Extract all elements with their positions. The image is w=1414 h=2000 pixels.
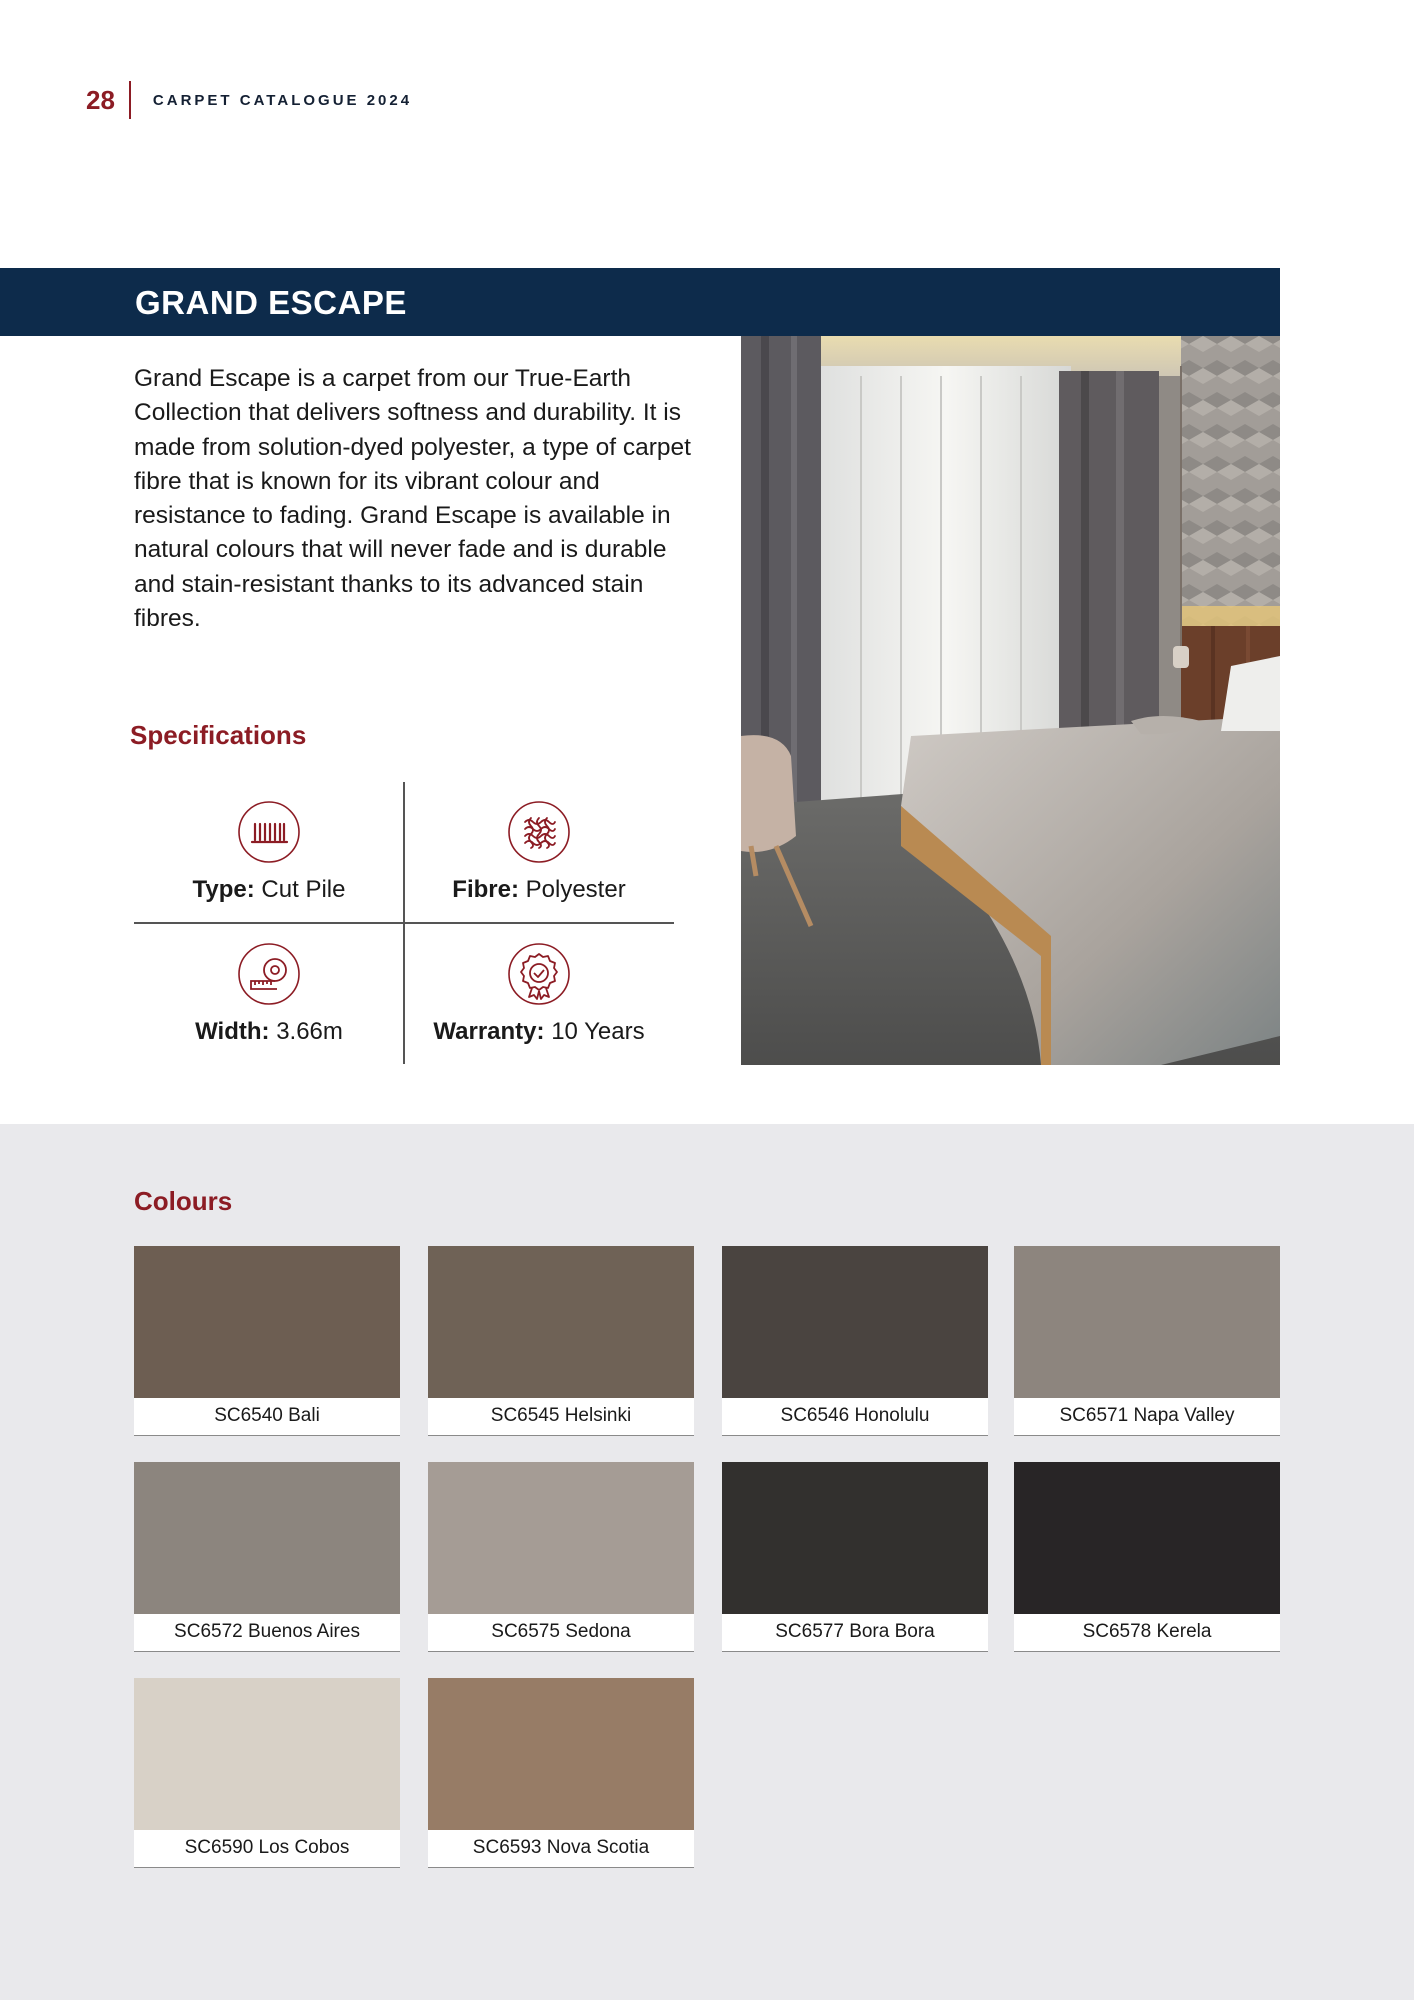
spec-warranty-value: 10 Years [551,1018,645,1045]
spec-warranty [404,942,674,1046]
colour-chip [722,1246,988,1398]
spec-warranty-label [404,1018,674,1046]
header-divider [129,81,131,119]
spec-type-key: Type: [192,876,255,903]
specifications-grid [134,782,674,1064]
colour-chip [1014,1462,1280,1614]
colour-swatch[interactable] [428,1246,694,1436]
colour-swatch[interactable] [1014,1246,1280,1436]
colour-chip [428,1462,694,1614]
room-photo [741,336,1280,1065]
colour-swatch[interactable] [134,1678,400,1868]
colour-name: SC6546 Honolulu [780,1405,930,1426]
colour-swatch[interactable] [1014,1462,1280,1652]
colour-name: SC6578 Kerela [1082,1621,1212,1642]
colour-swatch[interactable] [134,1462,400,1652]
spec-fibre [404,800,674,904]
spec-width-key: Width: [195,1018,270,1045]
spec-fibre-label [404,876,674,904]
colour-name: SC6575 Sedona [491,1621,631,1642]
spec-warranty-key: Warranty: [433,1018,545,1045]
colour-chip [134,1462,400,1614]
colour-chip [1014,1246,1280,1398]
colour-chip [428,1246,694,1398]
spec-type-value: Cut Pile [261,876,346,903]
cut-pile-icon [237,800,301,864]
colour-chip [428,1678,694,1830]
colour-name: SC6577 Bora Bora [775,1621,935,1642]
product-title: GRAND ESCAPE [135,284,407,321]
colour-chip [134,1678,400,1830]
spec-width-value: 3.66m [276,1018,343,1045]
fibre-icon [507,800,571,864]
colour-name: SC6590 Los Cobos [184,1837,350,1858]
spec-fibre-value: Polyester [525,876,626,903]
spec-width [134,942,404,1046]
colour-name: SC6571 Napa Valley [1059,1405,1235,1426]
colour-swatch[interactable] [722,1246,988,1436]
spec-fibre-key: Fibre: [452,876,519,903]
colour-chip [134,1246,400,1398]
colour-name: SC6540 Bali [214,1405,320,1426]
colour-swatch[interactable] [428,1462,694,1652]
spec-type [134,800,404,904]
colours-section [0,1124,1414,2000]
bedroom-image [741,336,1280,1065]
colour-name: SC6572 Buenos Aires [174,1621,360,1642]
colour-swatch[interactable] [428,1678,694,1868]
spec-width-label [134,1018,404,1046]
warranty-badge-icon [507,942,571,1006]
colour-name: SC6593 Nova Scotia [472,1837,650,1858]
colours-heading: Colours [134,1186,233,1216]
spec-divider-horizontal [134,922,674,924]
colour-name: SC6545 Helsinki [490,1405,632,1426]
page-number: 28 [86,84,115,115]
catalogue-title: CARPET CATALOGUE 2024 [152,91,413,109]
product-description: Grand Escape is a carpet from our True-Earth Collection that delivers softness and durability. It is made from solution-dyed polyester, a type of carpet fibre that is known for its vibrant colour and resistance to fading. Grand Escape is available in natural colours that will never fade and is durable and stain-resistant thanks to its advanced stain fibres. [134,365,691,633]
spec-type-label [134,876,404,904]
product-title-bar [0,268,1280,336]
tape-measure-icon [237,942,301,1006]
colour-swatch[interactable] [722,1462,988,1652]
page-header [86,80,412,120]
colour-swatch[interactable] [134,1246,400,1436]
colour-chip [722,1462,988,1614]
specifications-heading: Specifications [130,720,307,750]
